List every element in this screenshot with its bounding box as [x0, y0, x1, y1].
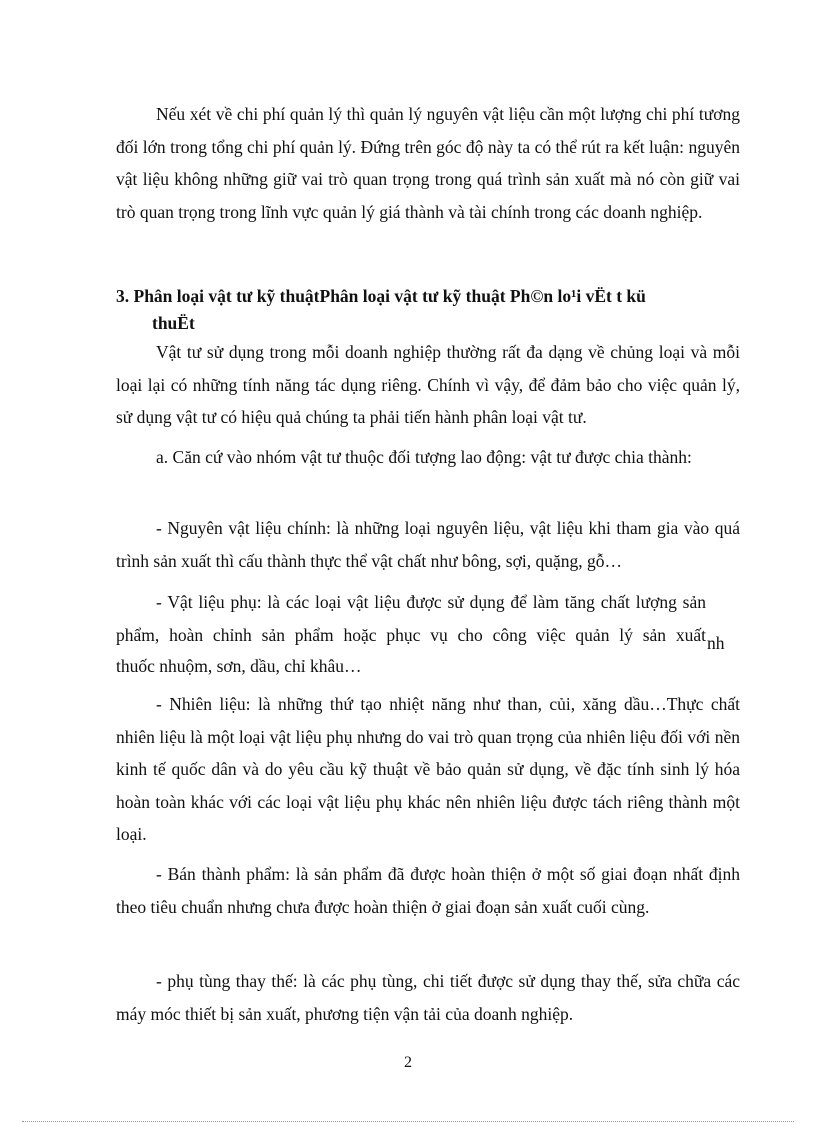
paragraph-criterion-a: a. Căn cứ vào nhóm vật tư thuộc đối tượng lao động: vật tư được chia thành: — [156, 447, 692, 467]
paragraph-classification-intro: Vật tư sử dụng trong mỗi doanh nghiệp thường rất đa dạng về chủng loại và mỗi loại lại có những tính năng tác dụng riêng. Chính vì vậy, để đảm bảo cho việc quản lý, sử dụng vật tư có hiệu quả chúng ta phải tiến hành phân loại vật tư. — [116, 342, 740, 427]
paragraph-cost-management: Nếu xét về chi phí quản lý thì quản lý nguyên vật liệu cần một lượng chi phí tương đối lớn trong tổng chi phí quản lý. Đứng trên góc độ này ta có thể rút ra kết luận: nguyên vật liệu không những giữ vai trò quan trọng trong quá trình sản xuất mà nó còn giữ vai trò quan trọng trong lĩnh vực quản lý giá thành và tài chính trong các doanh nghiệp. — [116, 104, 740, 222]
section-heading — [116, 283, 746, 337]
list-item-semi-finished: - Bán thành phẩm: là sản phẩm đã được hoàn thiện ở một số giai đoạn nhất định theo tiêu chuẩn nhưng chưa được hoàn thiện ở giai đoạn sản xuất cuối cùng. — [116, 864, 740, 917]
list-item-auxiliary-continued: thuốc nhuộm, sơn, dầu, chỉ khâu… — [116, 656, 362, 676]
section-heading-line1: 3. Phân loại vật tư kỹ thuậtPhân loại vật tư kỹ thuật Ph©n lo¹i vËt t kü — [116, 286, 646, 306]
overflow-fragment: nh — [707, 633, 725, 653]
list-item-spare-parts: - phụ tùng thay thế: là các phụ tùng, chi tiết được sử dụng thay thế, sửa chữa các máy móc thiết bị sản xuất, phương tiện vận tải của doanh nghiệp. — [116, 971, 740, 1024]
list-item-auxiliary-materials: - Vật liệu phụ: là các loại vật liệu được sử dụng để làm tăng chất lượng sản phẩm, hoàn chỉnh sản phẩm hoặc phục vụ cho công việc quản lý sản xuất — [116, 592, 706, 645]
list-item-main-materials: - Nguyên vật liệu chính: là những loại nguyên liệu, vật liệu khi tham gia vào quá trình sản xuất thì cấu thành thực thể vật chất như bông, sợi, quặng, gỗ… — [116, 518, 740, 571]
list-item-fuel: - Nhiên liệu: là những thứ tạo nhiệt năng như than, củi, xăng dầu…Thực chất nhiên liệu là một loại vật liệu phụ nhưng do vai trò quan trọng của nhiên liệu đối với nền kinh tế quốc dân và do yêu cầu kỹ thuật về bảo quản sử dụng, về đặc tính sinh lý hóa hoàn toàn khác với các loại vật liệu phụ khác nên nhiên liệu được tách riêng thành một loại. — [116, 694, 740, 844]
page-number: 2 — [404, 1054, 412, 1071]
section-heading-line2: thuËt — [152, 313, 195, 333]
page-bottom-divider — [22, 1121, 794, 1122]
